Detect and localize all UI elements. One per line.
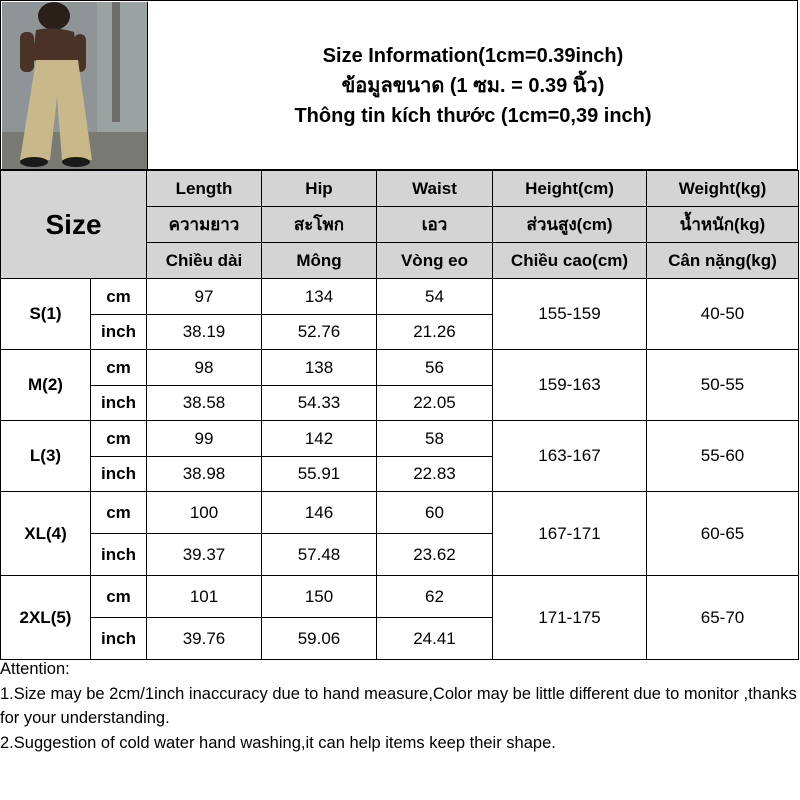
unit-inch: inch (91, 534, 147, 576)
length-cm: 100 (147, 492, 262, 534)
unit-inch: inch (91, 457, 147, 492)
unit-inch: inch (91, 315, 147, 350)
waist-cm: 58 (377, 421, 493, 457)
hip-cm: 138 (262, 350, 377, 386)
length-cm: 98 (147, 350, 262, 386)
weight-range: 50-55 (647, 350, 799, 421)
unit-cm: cm (91, 492, 147, 534)
length-inch: 39.76 (147, 618, 262, 660)
waist-inch: 22.05 (377, 386, 493, 421)
col-header-waist-vi: Vòng eo (377, 243, 493, 279)
length-inch: 38.98 (147, 457, 262, 492)
size-info-header (0, 0, 798, 170)
col-header-length-th: ความยาว (147, 207, 262, 243)
height-range: 159-163 (493, 350, 647, 421)
hip-inch: 52.76 (262, 315, 377, 350)
waist-cm: 54 (377, 279, 493, 315)
weight-range: 55-60 (647, 421, 799, 492)
height-range: 171-175 (493, 576, 647, 660)
height-range: 163-167 (493, 421, 647, 492)
col-header-weight-th: น้ำหนัก(kg) (647, 207, 799, 243)
waist-inch: 22.83 (377, 457, 493, 492)
title-thai: ข้อมูลขนาด (1 ซม. = 0.39 นิ้ว) (341, 74, 605, 97)
col-header-height-en: Height(cm) (493, 171, 647, 207)
waist-inch: 23.62 (377, 534, 493, 576)
size-header: Size (1, 171, 147, 279)
unit-cm: cm (91, 279, 147, 315)
col-header-waist-en: Waist (377, 171, 493, 207)
length-inch: 38.58 (147, 386, 262, 421)
unit-inch: inch (91, 386, 147, 421)
waist-cm: 56 (377, 350, 493, 386)
size-info-title (148, 2, 798, 169)
length-cm: 99 (147, 421, 262, 457)
weight-range: 65-70 (647, 576, 799, 660)
attention-title: Attention: (0, 660, 70, 678)
unit-cm: cm (91, 350, 147, 386)
col-header-hip-th: สะโพก (262, 207, 377, 243)
height-range: 167-171 (493, 492, 647, 576)
attention-note-2: 2.Suggestion of cold water hand washing,it can help items keep their shape. (0, 733, 556, 752)
col-header-weight-vi: Cân nặng(kg) (647, 243, 799, 279)
hip-inch: 55.91 (262, 457, 377, 492)
unit-cm: cm (91, 576, 147, 618)
hip-cm: 146 (262, 492, 377, 534)
col-header-height-th: ส่วนสูง(cm) (493, 207, 647, 243)
hip-inch: 59.06 (262, 618, 377, 660)
product-photo (2, 2, 148, 169)
weight-range: 60-65 (647, 492, 799, 576)
attention-note-1: 1.Size may be 2cm/1inch inaccuracy due to hand measure,Color may be little different due to monitor ,thanks for your understanding. (0, 684, 797, 727)
size-label: M(2) (1, 350, 91, 421)
waist-inch: 21.26 (377, 315, 493, 350)
col-header-weight-en: Weight(kg) (647, 171, 799, 207)
col-header-hip-vi: Mông (262, 243, 377, 279)
title-vietnamese: Thông tin kích thước (1cm=0,39 inch) (294, 104, 652, 127)
waist-cm: 62 (377, 576, 493, 618)
hip-cm: 150 (262, 576, 377, 618)
height-range: 155-159 (493, 279, 647, 350)
hip-inch: 54.33 (262, 386, 377, 421)
unit-inch: inch (91, 618, 147, 660)
waist-inch: 24.41 (377, 618, 493, 660)
size-label: L(3) (1, 421, 91, 492)
unit-cm: cm (91, 421, 147, 457)
size-chart-table (0, 170, 799, 660)
col-header-length-en: Length (147, 171, 262, 207)
col-header-hip-en: Hip (262, 171, 377, 207)
col-header-height-vi: Chiều cao(cm) (493, 243, 647, 279)
attention-notes (0, 657, 800, 755)
hip-inch: 57.48 (262, 534, 377, 576)
hip-cm: 134 (262, 279, 377, 315)
title-english: Size Information(1cm=0.39inch) (322, 44, 624, 67)
length-inch: 38.19 (147, 315, 262, 350)
length-cm: 101 (147, 576, 262, 618)
col-header-length-vi: Chiều dài (147, 243, 262, 279)
size-label: S(1) (1, 279, 91, 350)
size-label: 2XL(5) (1, 576, 91, 660)
waist-cm: 60 (377, 492, 493, 534)
weight-range: 40-50 (647, 279, 799, 350)
length-inch: 39.37 (147, 534, 262, 576)
col-header-waist-th: เอว (377, 207, 493, 243)
length-cm: 97 (147, 279, 262, 315)
hip-cm: 142 (262, 421, 377, 457)
size-label: XL(4) (1, 492, 91, 576)
